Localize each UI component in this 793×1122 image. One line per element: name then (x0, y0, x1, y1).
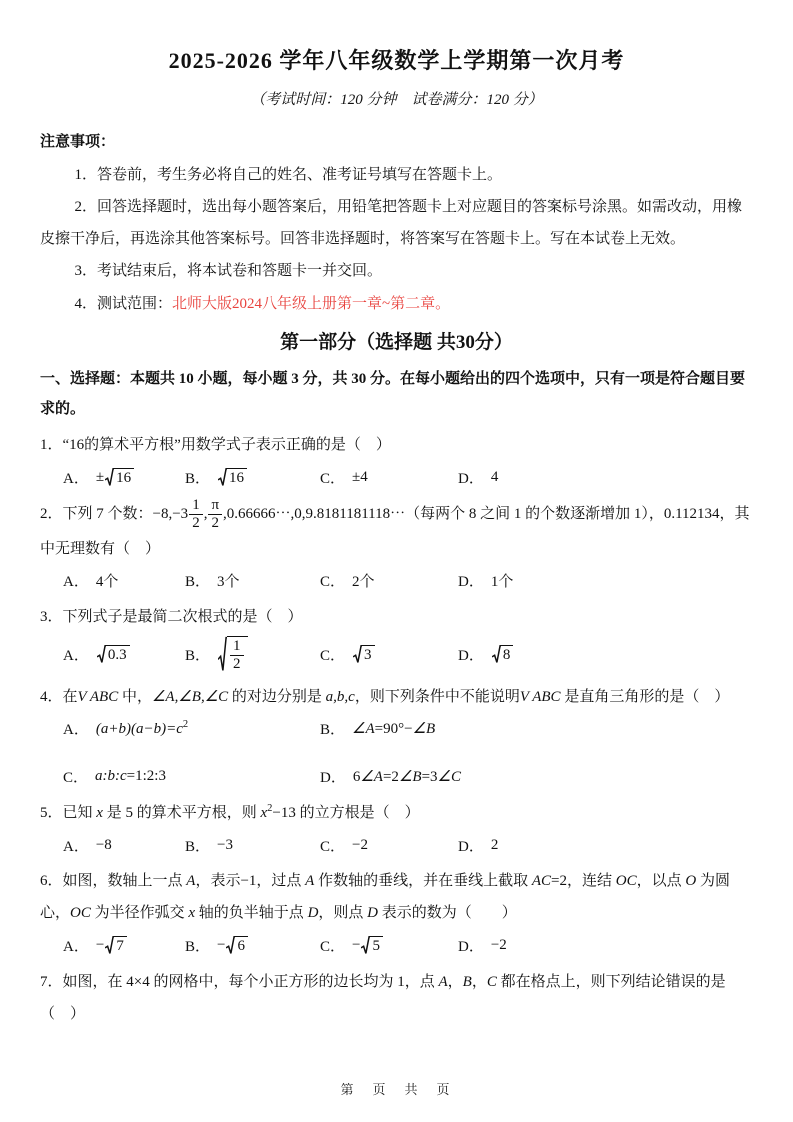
question-5-option-A (63, 832, 185, 858)
question-1-option-C (320, 464, 458, 490)
option-value: 3个 (217, 574, 240, 591)
notice-item-2: 2．回答选择题时，选出每小题答案后，用铅笔把答题卡上对应题目的答案标号涂黑。如需改动，用橡皮擦干净后，再选涂其他答案标号。回答非选择题时，将答案写在答题卡上。写在本试卷上无效。 (40, 198, 743, 247)
question-4-option-A (63, 716, 320, 742)
option-label: A． (63, 648, 89, 665)
question-1-stem: 1．“16的算术平方根”用数学式子表示正确的是（ ） (40, 436, 391, 453)
option-value: −2 (352, 836, 368, 853)
option-label: C． (320, 838, 346, 855)
radical-sign-icon (226, 936, 235, 955)
notice-item-1: 1．答卷前，考生务必将自己的姓名、准考证号填写在答题卡上。 (74, 166, 503, 183)
option-value: − 5 (352, 936, 384, 955)
option-label: C． (320, 470, 346, 487)
option-label: A． (63, 838, 89, 855)
question-5-option-C (320, 832, 458, 858)
option-value: ±4 (352, 468, 368, 485)
option-label: B． (185, 574, 211, 591)
option-label: C． (63, 770, 89, 787)
option-label: D． (320, 770, 346, 787)
radical-sign-icon (353, 645, 362, 664)
notice-section (40, 127, 753, 320)
notice-item-4 (40, 288, 753, 320)
option-label: A． (63, 470, 89, 487)
question-3-option-C (320, 642, 458, 668)
option-value: ∠A=90°−∠B (352, 721, 436, 738)
question-1-option-A (63, 464, 185, 490)
option-value: 16 (217, 468, 248, 487)
question-6-option-B (185, 933, 320, 959)
option-label: D． (458, 470, 484, 487)
question-6-option-C (320, 933, 458, 959)
question-4-stem: 4．在V ABC 中，∠A,∠B,∠C 的对边分别是 a,b,c，则下列条件中不能说明V ABC 是直角三角形的是（ ） (40, 688, 730, 705)
question-5-option-D (458, 832, 753, 858)
radical-sign-icon (97, 645, 106, 664)
option-label: B． (185, 838, 211, 855)
option-value: 1个 (490, 574, 514, 591)
option-label: C． (320, 939, 346, 956)
option-value: $(a+b)(a-b)=c^2$ (95, 719, 189, 738)
radical-sign-icon (218, 636, 227, 674)
question-3-option-B (185, 636, 320, 674)
question-3-option-D (458, 642, 753, 668)
radical-sign-icon (218, 468, 227, 487)
question-3-option-A (63, 642, 185, 668)
option-value: 4个 (95, 574, 119, 591)
question-4-option-D (320, 764, 753, 790)
question-7-stem: 7．如图，在 4×4 的网格中，每个小正方形的边长均为 1，点 A，B，C 都在格点上，则下列结论错误的是（ ） (40, 973, 726, 1022)
option-label: D． (458, 838, 484, 855)
question-2-option-D (458, 568, 753, 594)
option-label: B． (185, 470, 211, 487)
question-6-option-A (63, 933, 185, 959)
question-6 (40, 865, 753, 959)
option-value: −3 (217, 836, 233, 853)
question-2-option-A (63, 568, 185, 594)
questions-list (40, 429, 753, 1030)
option-label: A． (63, 574, 89, 591)
option-label: B． (185, 648, 211, 665)
radical-sign-icon (361, 936, 370, 955)
option-label: C． (320, 648, 346, 665)
question-4-option-C (63, 764, 320, 790)
option-value: 6∠A=2∠B=3∠C (352, 769, 461, 786)
question-2-stem: 2．下列 7 个数：−8,−3 $\frac{1}{2}$ , $\frac{\pi}{2}$ ,0.66666⋯,0,9.8181181118⋯（每两个 8 之间 1 的个数逐渐增加 1），0.112134，其中无理数有（ ） (40, 497, 750, 557)
section-intro: 一、选择题：本题共 10 小题，每小题 3 分，共 30 分。在每小题给出的四个选项中，只有一项是符合题目要求的。 (40, 370, 746, 417)
question-7 (40, 966, 753, 1031)
exam-info-line: （考试时间：120 分钟 试卷满分：120 分） (250, 92, 543, 108)
question-1-options (40, 464, 753, 490)
notice-item-3: 3．考试结束后，将本试卷和答题卡一并交回。 (74, 263, 383, 280)
option-label: D． (458, 939, 484, 956)
question-6-option-D (458, 933, 753, 959)
notice-scope-prefix: 4．测试范围： (74, 295, 173, 312)
notice-heading: 注意事项： (40, 134, 116, 150)
notice-scope-text: 北师大版2024八年级上册第一章~第二章。 (172, 295, 451, 312)
question-2-option-C (320, 568, 458, 594)
question-6-options (40, 933, 753, 959)
question-4 (40, 681, 753, 790)
option-value: − 6 (217, 936, 249, 955)
question-5-stem: 5．已知 x 是 5 的算术平方根，则 $x^2-13$ 的立方根是（ ） (40, 802, 420, 821)
option-label: D． (458, 648, 484, 665)
radical-sign-icon (105, 936, 114, 955)
page-title: 2025-2026 学年八年级数学上学期第一次月考 (168, 48, 625, 73)
option-value: a:b:c=1:2:3 (95, 768, 166, 785)
option-label: B． (185, 939, 211, 956)
option-value: 2个 (352, 574, 375, 591)
question-5-option-B (185, 832, 320, 858)
option-value: 2 (490, 836, 499, 853)
option-value: 3 (352, 645, 376, 664)
question-1 (40, 429, 753, 490)
option-label: D． (458, 574, 484, 591)
option-value: −2 (490, 937, 507, 954)
option-value: 4 (490, 468, 499, 485)
section-heading: 第一部分（选择题 共30分） (280, 331, 513, 353)
option-value: ± 16 (96, 468, 135, 487)
option-value: −8 (95, 836, 112, 853)
question-6-stem: 6．如图，数轴上一点 A，表示−1，过点 A 作数轴的垂线，并在垂线上截取 AC=2，连结 OC，以点 O 为圆心，OC 为半径作弧交 x 轴的负半轴于点 D，则点 D 表示的数为（ ） (40, 873, 730, 922)
option-value: 0.3 (96, 645, 131, 664)
question-5 (40, 797, 753, 858)
option-label: B． (320, 722, 346, 739)
option-value: − 7 (96, 936, 128, 955)
question-1-option-D (458, 464, 753, 490)
question-4-option-B (320, 716, 753, 742)
radical-sign-icon (492, 645, 501, 664)
question-5-options (40, 832, 753, 858)
question-3-options (40, 636, 753, 674)
question-4-options (40, 716, 753, 790)
question-2 (40, 497, 753, 594)
page-footer: 第 页 共 页 (340, 1082, 453, 1097)
option-value: 8 (491, 645, 515, 664)
option-label: A． (63, 722, 89, 739)
question-3-stem: 3．下列式子是最简二次根式的是（ ） (40, 608, 303, 625)
question-1-option-B (185, 464, 320, 490)
radical-sign-icon (105, 468, 114, 487)
option-label: C． (320, 574, 346, 591)
option-value: $\frac{1}{2}$ (217, 636, 249, 674)
option-label: A． (63, 939, 89, 956)
question-2-options (40, 568, 753, 594)
question-3 (40, 601, 753, 674)
question-2-option-B (185, 568, 320, 594)
